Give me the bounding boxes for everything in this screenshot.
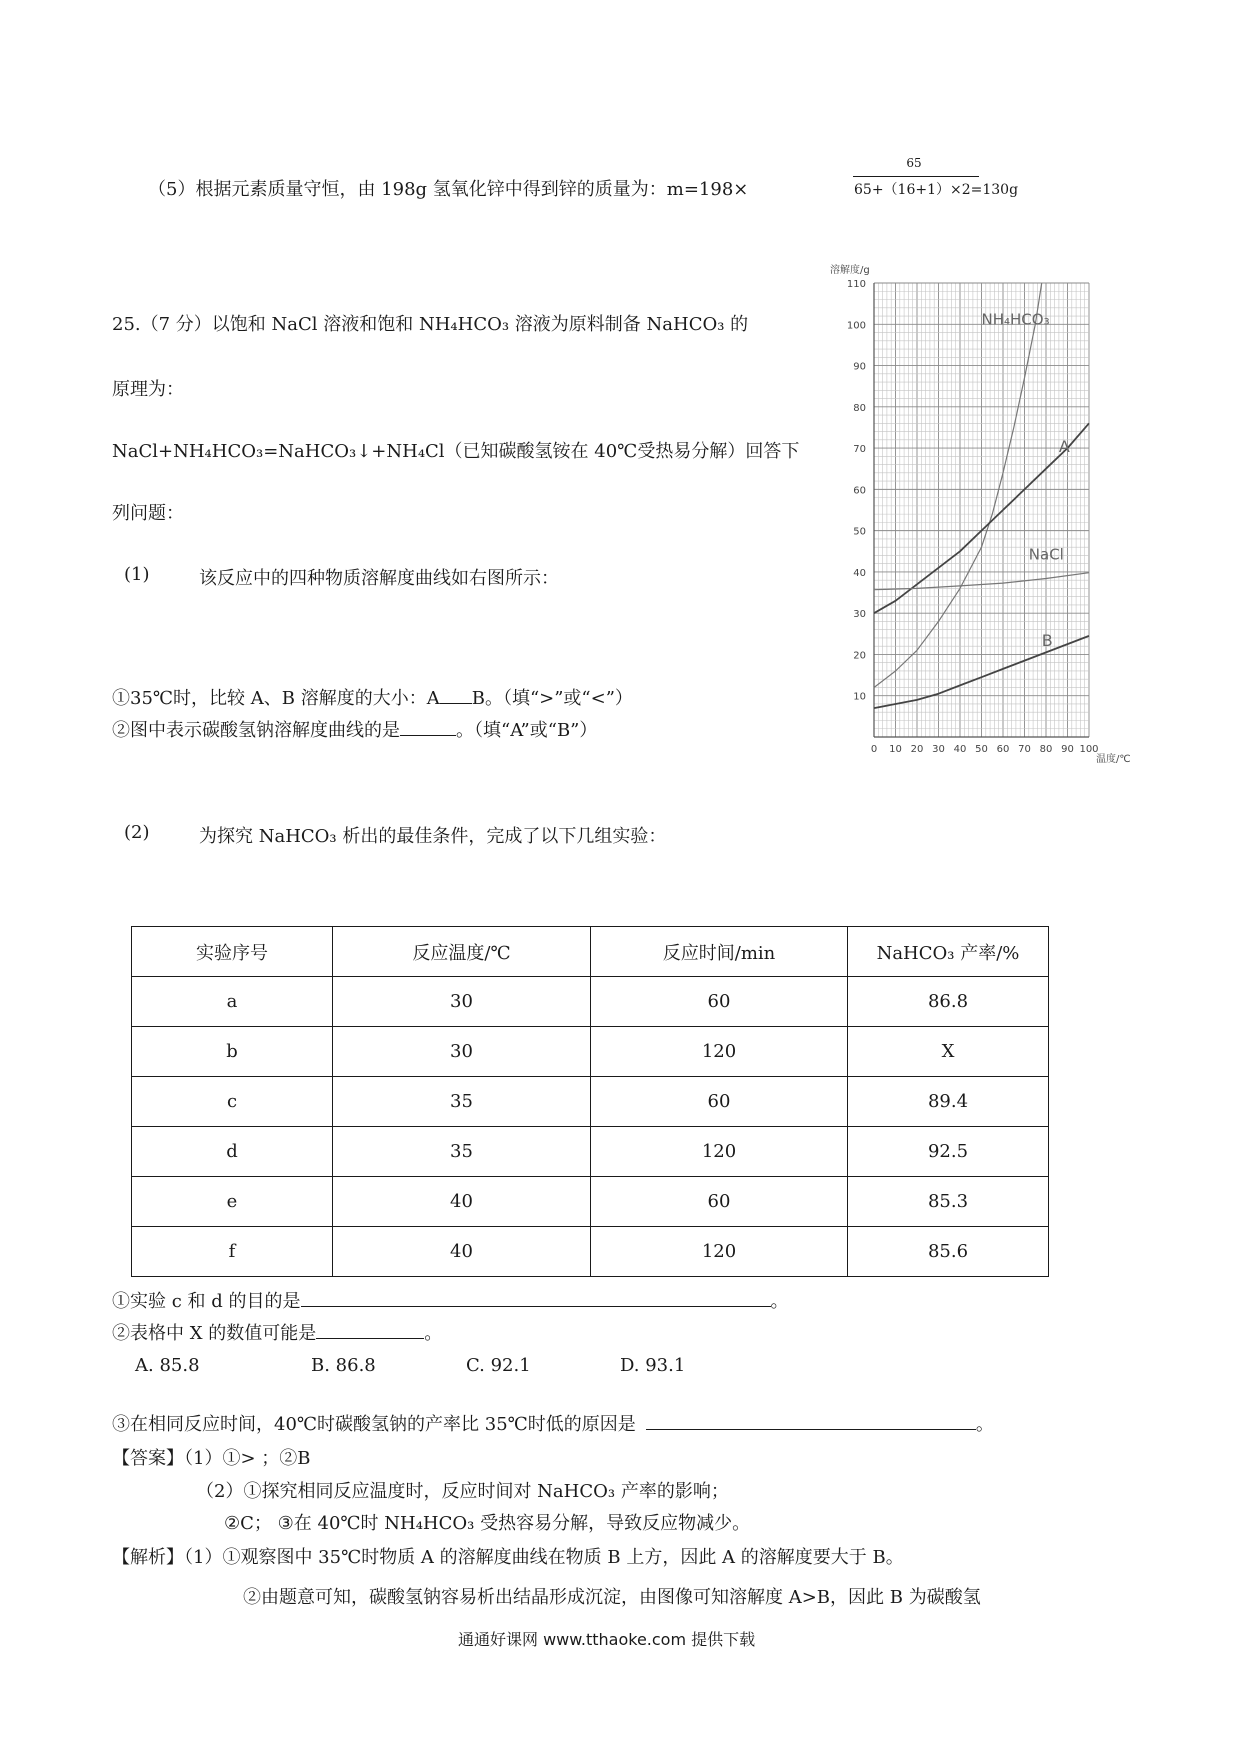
table-cell: 60 — [591, 977, 848, 1027]
q25-line3: NaCl+NH₄HCO₃=NaHCO₃↓+NH₄Cl（已知碳酸氢铵在 40℃受热易分解）回答下 — [112, 441, 800, 462]
table-cell: d — [132, 1127, 333, 1177]
table-cell: 85.3 — [848, 1177, 1049, 1227]
x-tick-label: 90 — [1061, 744, 1074, 755]
part5-text: （5）根据元素质量守恒，由 198g 氢氧化锌中得到锌的质量为：m=198× — [148, 179, 749, 200]
analysis-line1: 【解析】（1）①观察图中 35℃时物质 A 的溶解度曲线在物质 B 上方，因此 A 的溶解度要大于 B。 — [112, 1547, 904, 1568]
x-tick-label: 100 — [1079, 744, 1099, 755]
q25-line2: 原理为： — [112, 379, 184, 400]
table-cell: 40 — [333, 1227, 591, 1277]
table-cell: 86.8 — [848, 977, 1049, 1027]
table-cell: X — [848, 1027, 1049, 1077]
question-3: ③在相同反应时间，40℃时碳酸氢钠的产率比 35℃时低的原因是 。 — [112, 1410, 994, 1436]
table-cell: b — [132, 1027, 333, 1077]
answer-blank[interactable] — [646, 1411, 976, 1430]
table-cell: c — [132, 1077, 333, 1127]
x-tick-label: 70 — [1018, 744, 1031, 755]
table-cell: 30 — [333, 1027, 591, 1077]
answer-label: 【答案】 — [112, 1448, 184, 1469]
y-tick-label: 20 — [853, 650, 866, 662]
sub2-text: 为探究 NaHCO₃ 析出的最佳条件，完成了以下几组实验： — [199, 826, 667, 847]
y-tick-label: 30 — [853, 609, 866, 621]
answer-line1: 【答案】（1）①> ；②B — [112, 1448, 311, 1469]
x-tick-label: 10 — [889, 744, 902, 755]
answer-blank[interactable] — [316, 1320, 424, 1339]
x-tick-label: 20 — [910, 744, 924, 755]
solubility-chart — [820, 258, 1150, 778]
table-cell: f — [132, 1227, 333, 1277]
analysis-label: 【解析】 — [112, 1547, 184, 1568]
option-a: A. 85.8 — [135, 1355, 200, 1376]
table-cell: 60 — [591, 1077, 848, 1127]
table-row — [132, 1227, 1049, 1277]
x-axis-label: 温度/℃ — [1096, 754, 1131, 765]
table-row — [132, 1127, 1049, 1177]
sub1-text: 该反应中的四种物质溶解度曲线如右图所示： — [199, 568, 559, 589]
series-label: NaCl — [1028, 545, 1064, 564]
table-cell: 120 — [591, 1127, 848, 1177]
option-d: D. 93.1 — [620, 1355, 686, 1376]
table-cell: 60 — [591, 1177, 848, 1227]
sub1-question-b: ②图中表示碳酸氢钠溶解度曲线的是 。（填“A”或“B”） — [112, 716, 597, 742]
analysis-line2: ②由题意可知，碳酸氢钠容易析出结晶形成沉淀，由图像可知溶解度 A>B，因此 B 为碳酸氢 — [243, 1587, 981, 1608]
table-cell: 40 — [333, 1177, 591, 1227]
option-b: B. 86.8 — [311, 1355, 376, 1376]
x-tick-label: 50 — [975, 744, 988, 755]
series-label: A — [1058, 437, 1070, 457]
fraction-denominator: 65+（16+1）×2=130g — [854, 182, 1019, 198]
q25-line1: 25.（7 分）以饱和 NaCl 溶液和饱和 NH₄HCO₃ 溶液为原料制备 NaHCO₃ 的 — [112, 314, 749, 335]
y-tick-label: 110 — [846, 279, 866, 290]
table-row — [132, 1077, 1049, 1127]
sub1-question-a: ①35℃时，比较 A、B 溶解度的大小：A B。（填“>”或“<”） — [112, 684, 633, 710]
x-tick-label: 0 — [870, 744, 878, 755]
table-cell: a — [132, 977, 333, 1027]
series-label: B — [1041, 631, 1053, 651]
table-cell: 89.4 — [848, 1077, 1049, 1127]
table-cell: 120 — [591, 1027, 848, 1077]
table-cell: 30 — [333, 977, 591, 1027]
fraction-numerator: 65 — [906, 156, 922, 170]
table-row — [132, 977, 1049, 1027]
answer-blank[interactable] — [400, 717, 456, 736]
table-cell: 92.5 — [848, 1127, 1049, 1177]
y-tick-label: 50 — [853, 526, 866, 538]
answer-line2: （2）①探究相同反应温度时，反应时间对 NaHCO₃ 产率的影响； — [196, 1481, 729, 1502]
option-c: C. 92.1 — [466, 1355, 531, 1376]
table-cell: 120 — [591, 1227, 848, 1277]
series-label: NH₄HCO₃ — [981, 310, 1050, 329]
table-cell: 35 — [333, 1077, 591, 1127]
answer-blank[interactable] — [440, 685, 472, 704]
q25-line4: 列问题： — [112, 503, 184, 524]
experiment-table — [131, 926, 1049, 1277]
question-2: ②表格中 X 的数值可能是 。 — [112, 1319, 442, 1345]
answer-line3: ②C； ③在 40℃时 NH₄HCO₃ 受热容易分解，导致反应物减少。 — [224, 1513, 751, 1534]
table-header-row — [132, 927, 1049, 977]
y-tick-label: 80 — [853, 402, 866, 414]
sub2-number: (2) — [124, 822, 150, 843]
series-line — [874, 283, 1042, 688]
fraction-bar — [853, 176, 979, 177]
answer-blank[interactable] — [301, 1288, 771, 1307]
x-tick-label: 40 — [953, 744, 967, 755]
x-tick-label: 60 — [996, 744, 1010, 755]
table-cell: 35 — [333, 1127, 591, 1177]
table-cell: 85.6 — [848, 1227, 1049, 1277]
header-cell: 实验序号 — [132, 927, 333, 977]
header-cell: 反应温度/℃ — [333, 927, 591, 977]
y-tick-label: 90 — [853, 361, 866, 373]
table-row — [132, 1027, 1049, 1077]
header-cell: 反应时间/min — [591, 927, 848, 977]
table-cell: e — [132, 1177, 333, 1227]
y-tick-label: 60 — [853, 485, 866, 497]
footer-text: 通通好课网 www.tthaoke.com 提供下载 — [458, 1630, 756, 1649]
y-tick-label: 10 — [853, 691, 866, 703]
y-axis-label: 溶解度/g — [830, 265, 870, 276]
y-tick-label: 100 — [846, 320, 866, 332]
question-1: ①实验 c 和 d 的目的是 。 — [112, 1287, 789, 1313]
x-tick-label: 30 — [932, 744, 945, 755]
y-tick-label: 70 — [853, 444, 866, 456]
table-row — [132, 1177, 1049, 1227]
y-tick-label: 40 — [853, 567, 866, 579]
sub1-number: (1) — [124, 564, 150, 585]
x-tick-label: 80 — [1039, 744, 1053, 755]
header-cell: NaHCO₃ 产率/% — [848, 927, 1049, 977]
